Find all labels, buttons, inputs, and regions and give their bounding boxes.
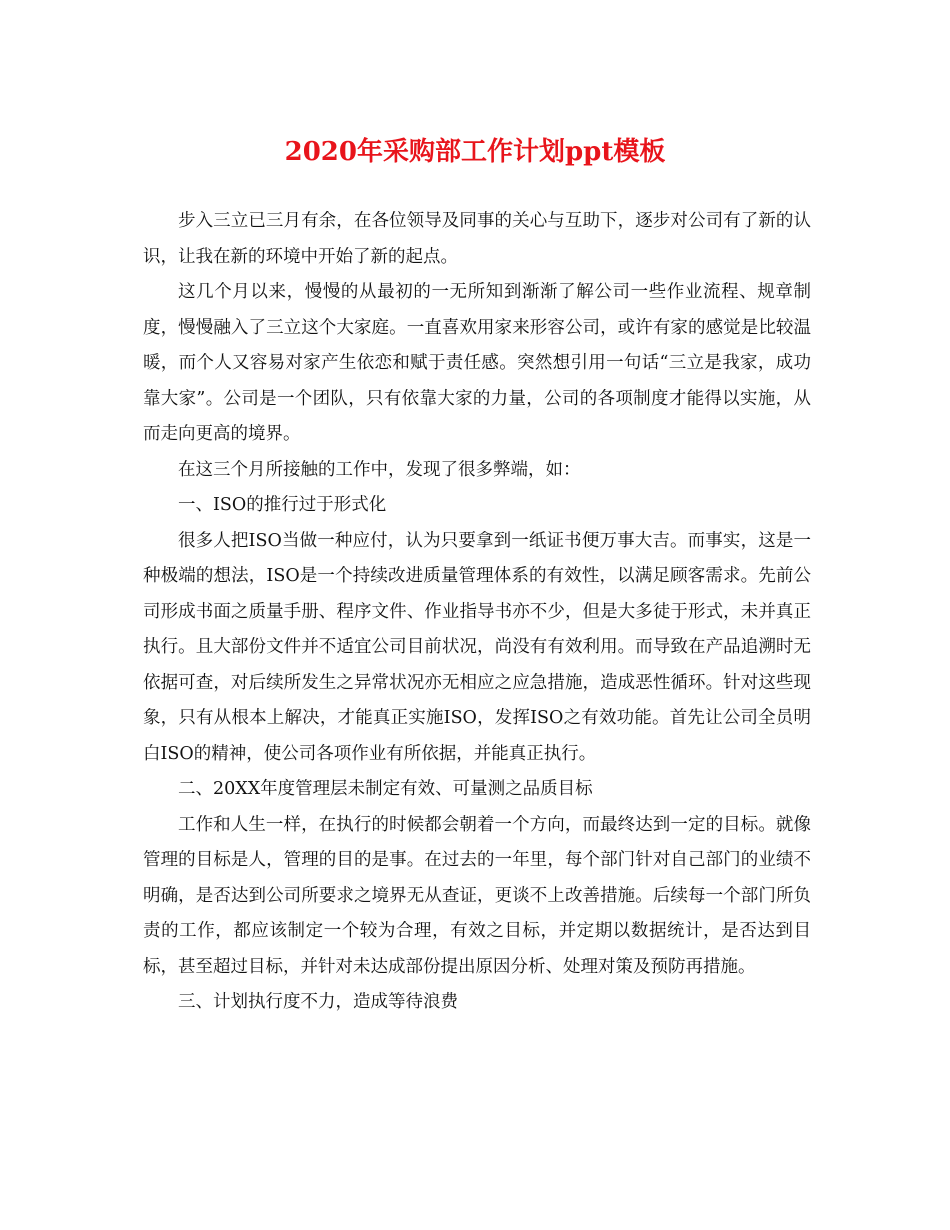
document-title: 2020年采购部工作计划ppt模板 <box>284 137 666 167</box>
paragraph-quality-goals: 工作和人生一样，在执行的时候都会朝着一个方向，而最终达到一定的目标。就像管理的目标是人，管理的目的是事。在过去的一年里，每个部门针对自己部门的业绩不明确，是否达到公司所要求之境界无从查证，更谈不上改善措施。后续每一个部门所负责的工作，都应该制定一个较为合理，有效之目标，并定期以数据统计，是否达到目标，甚至超过目标，并针对未达成部份提出原因分析、处理对策及预防再措施。 <box>143 814 811 977</box>
paragraph-issues-intro: 在这三个月所接触的工作中，发现了很多弊端，如： <box>178 459 581 480</box>
section-heading-iso: 一、ISO的推行过于形式化 <box>178 495 387 515</box>
section-heading-quality-goals: 二、20XX年度管理层未制定有效、可量测之品质目标 <box>178 779 593 799</box>
section-heading-plan-execution: 三、计划执行度不力，造成等待浪费 <box>178 992 458 1012</box>
paragraph-intro: 步入三立已三月有余，在各位领导及同事的关心与互助下，逐步对公司有了新的认识，让我在新的环境中开始了新的起点。 <box>143 211 811 267</box>
paragraph-iso: 很多人把ISO当做一种应付，认为只要拿到一纸证书便万事大吉。而事实，这是一种极端的想法，ISO是一个持续改进质量管理体系的有效性，以满足顾客需求。先前公司形成书面之质量手册、程序文件、作业指导书亦不少，但是大多徒于形式，未并真正执行。且大部份文件并不适宜公司目前状况，尚没有有效利用。而导致在产品追溯时无依据可查，对后续所发生之异常状况亦无相应之应急措施，造成恶性循环。针对这些现象，只有从根本上解决，才能真正实施ISO，发挥ISO之有效功能。首先让公司全员明白ISO的精神，使公司各项作业有所依据，并能真正执行。 <box>143 530 811 764</box>
document-body <box>143 204 811 1021</box>
paragraph-background: 这几个月以来，慢慢的从最初的一无所知到渐渐了解公司一些作业流程、规章制度，慢慢融入了三立这个大家庭。一直喜欢用家来形容公司，或许有家的感觉是比较温暖，而个人又容易对家产生依恋和赋于责任感。突然想引用一句话“三立是我家，成功靠大家”。公司是一个团队，只有依靠大家的力量，公司的各项制度才能得以实施，从而走向更高的境界。 <box>143 282 811 444</box>
